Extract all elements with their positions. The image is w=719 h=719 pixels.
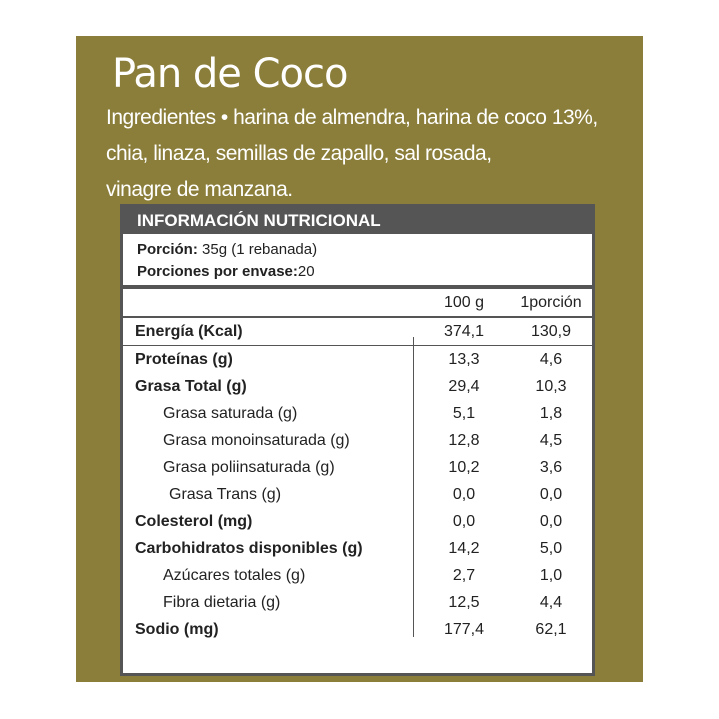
value-per-100g: 10,2 [448,459,480,476]
ingredients-text [106,100,626,208]
nutrient-name: Azúcares totales (g) [163,567,306,584]
value-per-portion: 130,9 [510,317,592,346]
table-row [123,454,592,481]
table-row [123,346,592,374]
value-per-100g: 5,1 [452,405,476,422]
column-header-100g: 100 g [418,289,510,317]
table-header-row [123,289,592,317]
value-per-portion: 10,3 [535,378,567,395]
nutrient-name: Grasa saturada (g) [163,405,298,422]
table-row [123,535,592,562]
servings-value: 20 [297,263,315,280]
value-per-portion: 62,1 [535,621,567,638]
value-per-100g: 14,2 [448,540,480,557]
table-row [123,373,592,400]
nutrient-name: Grasa poliinsaturada (g) [163,459,335,476]
value-per-portion: 3,6 [539,459,563,476]
ingredients-line: vinagre de manzana. [106,178,293,201]
ingredients-line: chia, linaza, semillas de zapallo, sal rosada, [106,142,492,165]
value-per-portion: 4,4 [539,594,563,611]
table-row [123,427,592,454]
servings-label: Porciones por envase: [137,263,298,280]
value-per-portion: 0,0 [539,486,563,503]
table-row [123,616,592,643]
serving-size-value: 35g (1 rebanada) [197,241,318,258]
value-per-100g: 13,3 [448,351,480,368]
nutrient-name: Energía (Kcal) [123,317,418,346]
column-header-nutrient [123,289,418,317]
value-per-portion: 1,8 [539,405,563,422]
serving-info [123,234,592,289]
table-row [123,400,592,427]
value-per-portion: 0,0 [539,513,563,530]
value-per-portion: 4,6 [539,351,563,368]
nutrient-name: Sodio (mg) [135,621,219,638]
nutrition-label [120,204,595,676]
nutrient-name: Colesterol (mg) [135,513,253,530]
nutrient-name: Grasa monoinsaturada (g) [163,432,350,449]
table-row [123,481,592,508]
serving-size [137,239,584,261]
value-per-100g: 374,1 [418,317,510,346]
serving-size-label: Porción: [137,241,198,258]
table-row [123,562,592,589]
value-per-100g: 12,8 [448,432,480,449]
nutrition-table [123,289,592,643]
value-per-100g: 177,4 [443,621,485,638]
nutrient-name: Carbohidratos disponibles (g) [135,540,363,557]
nutrient-name: Proteínas (g) [135,351,233,368]
value-per-portion: 5,0 [539,540,563,557]
table-row [123,589,592,616]
nutrient-name: Fibra dietaria (g) [163,594,281,611]
value-per-portion: 4,5 [539,432,563,449]
value-per-100g: 2,7 [452,567,476,584]
servings-per-container [137,261,584,283]
nutrient-name: Grasa Total (g) [135,378,247,395]
table-row [123,317,592,346]
nutrient-name: Grasa Trans (g) [169,486,282,503]
product-panel [76,36,643,682]
table-row [123,508,592,535]
ingredients-line: Ingredientes • harina de almendra, harina de coco 13%, [106,106,598,129]
column-divider [413,337,414,637]
value-per-portion: 1,0 [539,567,563,584]
product-title: Pan de Coco [112,51,348,97]
value-per-100g: 29,4 [448,378,480,395]
value-per-100g: 12,5 [448,594,480,611]
value-per-100g: 0,0 [452,486,476,503]
value-per-100g: 0,0 [452,513,476,530]
nutrition-header: INFORMACIÓN NUTRICIONAL [123,207,592,234]
column-header-portion: 1porción [510,289,592,317]
